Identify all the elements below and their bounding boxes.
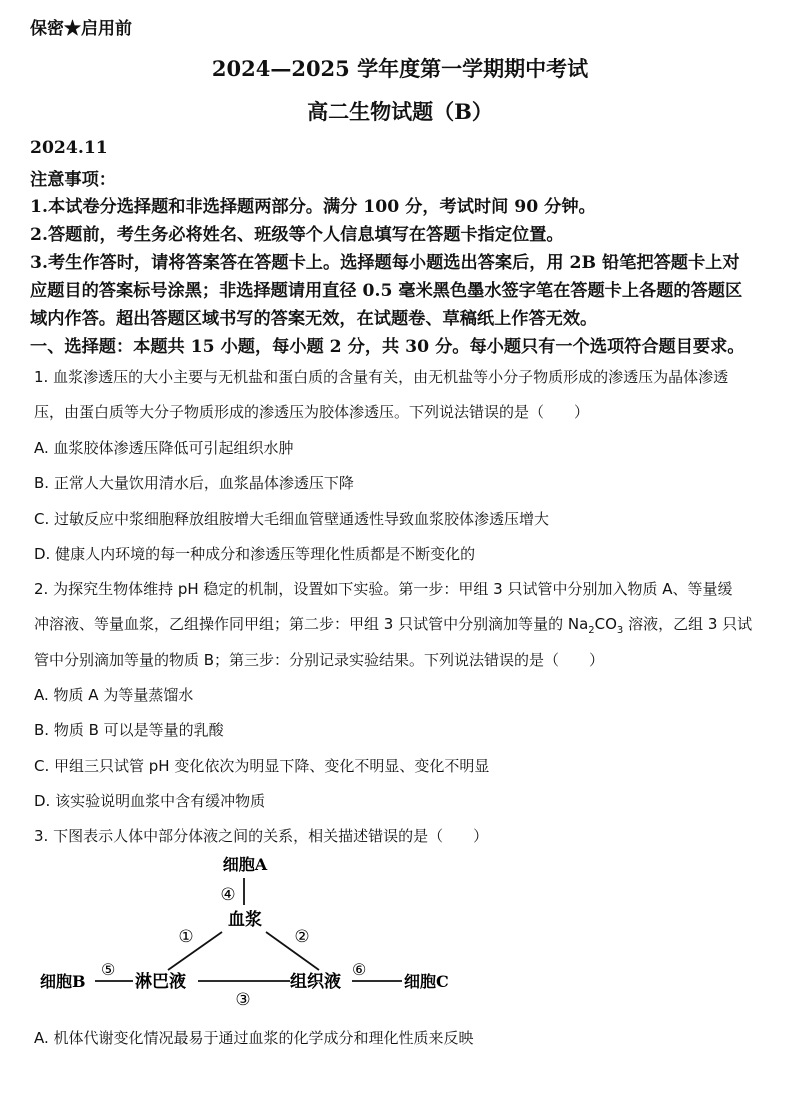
diagram-mark-6: ⑥ (352, 960, 367, 979)
section-heading: 一、选择题：本题共 15 小题，每小题 2 分，共 30 分。每小题只有一个选项符合题目要求。 (30, 337, 745, 357)
notice-item: 3.考生作答时，请将答案答在答题卡上。选择题每小题选出答案后，用 2B 铅笔把答题卡上对 (30, 253, 740, 273)
diagram-line-plasma-lymph (168, 932, 222, 970)
notice-item: 1.本试卷分选择题和非选择题两部分。满分 100 分，考试时间 90 分钟。 (30, 197, 596, 217)
question-2-option-b: B. 物质 B 可以是等量的乳酸 (34, 721, 224, 739)
question-1-stem: 压，由蛋白质等大分子物质形成的渗透压为胶体渗透压。下列说法错误的是（ ） (34, 403, 590, 421)
question-1-option-b: B. 正常人大量饮用清水后，血浆晶体渗透压下降 (34, 474, 354, 492)
exam-subtitle: 高二生物试题（B） (307, 99, 493, 124)
notice-item: 域内作答。超出答题区域书写的答案无效，在试题卷、草稿纸上作答无效。 (30, 309, 598, 329)
diagram-line-plasma-tissue (266, 932, 319, 970)
question-1-option-c: C. 过敏反应中浆细胞释放组胺增大毛细血管壁通透性导致血浆胶体渗透压增大 (34, 510, 550, 528)
question-2-option-d: D. 该实验说明血浆中含有缓冲物质 (34, 792, 266, 810)
diagram-cell-a: 细胞A (222, 855, 268, 874)
diagram-cell-c: 细胞C (404, 972, 449, 991)
question-2-option-a: A. 物质 A 为等量蒸馏水 (34, 686, 194, 704)
exam-title: 2024—2025 学年度第一学期期中考试 (211, 56, 589, 81)
diagram-mark-3: ③ (235, 990, 251, 1010)
question-2-stem: 管中分别滴加等量的物质 B；第三步：分别记录实验结果。下列说法错误的是（ ） (34, 651, 605, 669)
notice-item: 应题目的答案标号涂黑；非选择题请用直径 0.5 毫米黑色墨水签字笔在答题卡上各题的答题区 (30, 281, 743, 301)
question-3-option-a: A. 机体代谢变化情况最易于通过血浆的化学成分和理化性质来反映 (34, 1029, 474, 1047)
diagram-cell-b: 细胞B (40, 972, 86, 991)
diagram-plasma: 血浆 (228, 910, 262, 930)
diagram-mark-5: ⑤ (101, 960, 116, 979)
diagram-mark-1: ① (178, 927, 194, 947)
question-1-stem: 1. 血浆渗透压的大小主要与无机盐和蛋白质的含量有关，由无机盐等小分子物质形成的渗透压为晶体渗透 (34, 368, 729, 386)
diagram-mark-4: ④ (220, 885, 236, 905)
question-3-stem: 3. 下图表示人体中部分体液之间的关系，相关描述错误的是（ ） (34, 827, 489, 845)
notice-heading: 注意事项： (30, 170, 116, 190)
question-2-option-c: C. 甲组三只试管 pH 变化依次为明显下降、变化不明显、变化不明显 (34, 757, 490, 775)
question-2-stem: 2. 为探究生物体维持 pH 稳定的机制，设置如下实验。第一步：甲组 3 只试管中分别加入物质 A、等量缓 (34, 580, 733, 598)
question-2-stem: 冲溶液、等量血浆，乙组操作同甲组；第二步：甲组 3 只试管中分别滴加等量的 $Na_2CO_3$ 溶液，乙组 3 只试 (34, 615, 753, 636)
exam-date: 2024.11 (30, 138, 108, 158)
body-fluid-diagram (0, 848, 800, 1018)
question-1-option-d: D. 健康人内环境的每一种成分和渗透压等理化性质都是不断变化的 (34, 545, 476, 563)
secret-mark: 保密★启用前 (30, 19, 132, 39)
notice-item: 2.答题前，考生务必将姓名、班级等个人信息填写在答题卡指定位置。 (30, 225, 564, 245)
diagram-tissue-fluid: 组织液 (290, 972, 341, 992)
diagram-lymph: 淋巴液 (135, 972, 186, 992)
diagram-mark-2: ② (294, 927, 310, 947)
question-1-option-a: A. 血浆胶体渗透压降低可引起组织水肿 (34, 439, 294, 457)
